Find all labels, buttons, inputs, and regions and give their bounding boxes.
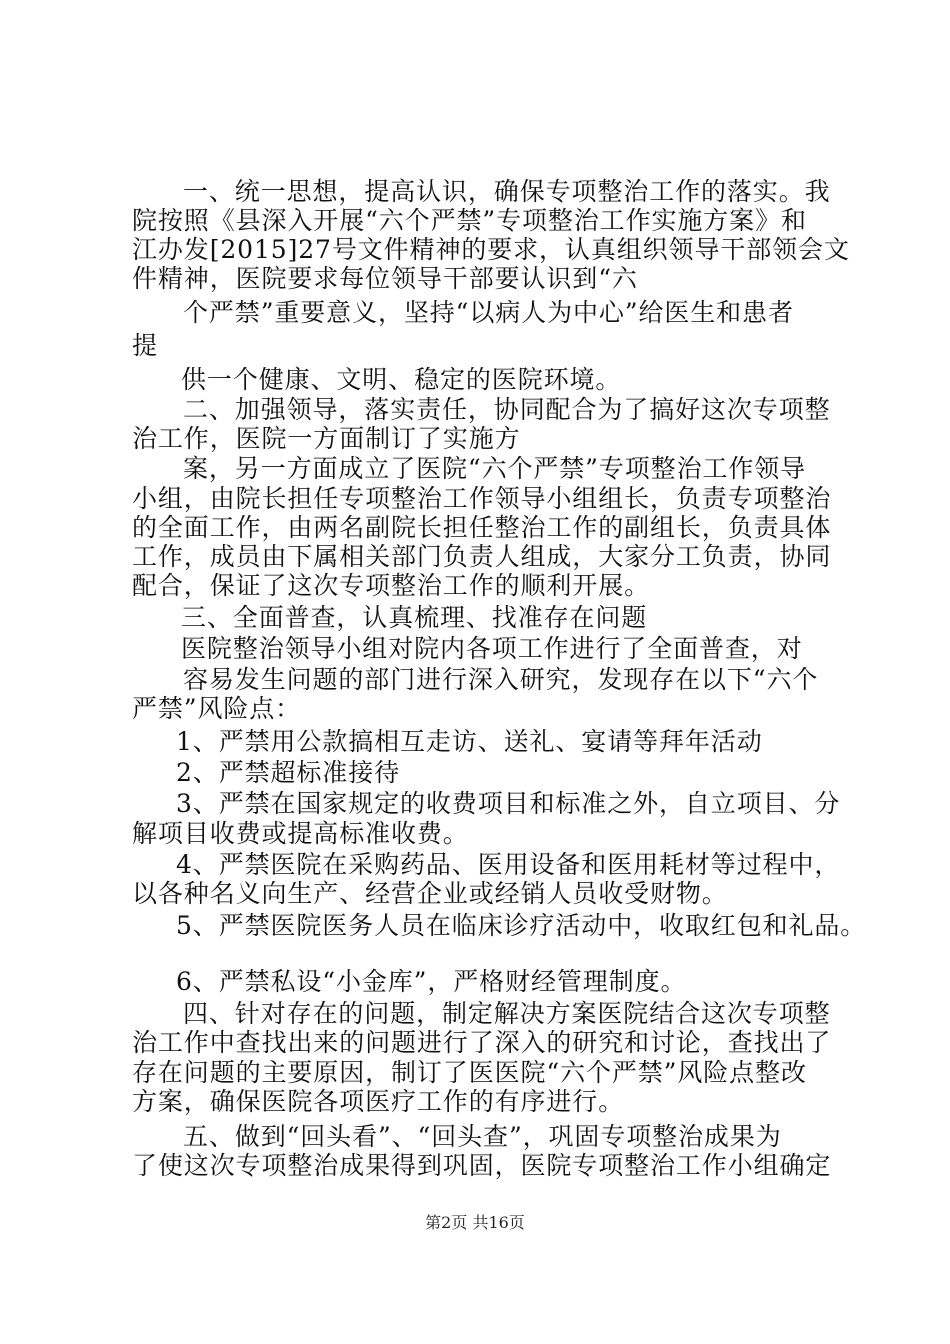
text-line: 供一个健康、文明、稳定的医院环境。 — [181, 365, 622, 394]
text-line: 严禁”风险点： — [132, 694, 302, 723]
text-line: 三、全面普查，认真梳理、找准存在问题 — [181, 603, 648, 632]
text-line: 4、严禁医院在采购药品、医用设备和医用耗材等过程中， — [176, 850, 841, 879]
text-line: 院按照《县深入开展“六个严禁”专项整治工作实施方案》和 — [132, 206, 807, 235]
page-number-footer: 第2页 共16页 — [425, 1213, 525, 1232]
text-line: 存在问题的主要原因，制订了医医院“六个严禁”风险点整改 — [132, 1058, 807, 1087]
text-line: 配合，保证了这次专项整治工作的顺利开展。 — [132, 571, 651, 600]
text-line: 方案，确保医院各项医疗工作的有序进行。 — [132, 1087, 625, 1116]
text-line: 四、针对存在的问题，制定解决方案医院结合这次专项整 — [183, 999, 831, 1028]
text-line: 医院整治领导小组对院内各项工作进行了全面普查，对 — [181, 634, 803, 663]
text-line: 五、做到“回头看”、“回头查”，巩固专项整治成果为 — [183, 1122, 782, 1151]
text-line: 小组，由院长担任专项整治工作领导小组组长，负责专项整治 — [132, 484, 832, 513]
text-line: 3、严禁在国家规定的收费项目和标准之外，自立项目、分 — [176, 789, 841, 818]
text-line: 个严禁”重要意义，坚持“以病人为中心”给医生和患者 — [183, 298, 794, 327]
text-line: 的全面工作，由两名副院长担任整治工作的副组长，负责具体 — [132, 513, 832, 542]
text-line: 6、严禁私设“小金库”，严格财经管理制度。 — [176, 967, 687, 996]
text-line: 一、统一思想，提高认识，确保专项整治工作的落实。我 — [183, 177, 831, 206]
text-line: 治工作，医院一方面制订了实施方 — [132, 424, 521, 453]
text-line: 工作，成员由下属相关部门负责人组成，大家分工负责，协同 — [132, 542, 832, 571]
text-line: 治工作中查找出来的问题进行了深入的研究和讨论，查找出了 — [132, 1028, 832, 1057]
text-line: 以各种名义向生产、经营企业或经销人员收受财物。 — [132, 879, 728, 908]
text-line: 二、加强领导，落实责任，协同配合为了搞好这次专项整 — [183, 395, 831, 424]
text-line: 1、严禁用公款搞相互走访、送礼、宴请等拜年活动 — [176, 727, 763, 756]
text-line: 件精神，医院要求每位领导干部要认识到“六 — [132, 264, 638, 293]
text-line: 2、严禁超标准接待 — [176, 758, 401, 787]
text-line: 5、严禁医院医务人员在临床诊疗活动中，收取红包和礼品。 — [176, 911, 867, 940]
text-line: 提 — [132, 331, 158, 360]
text-line: 了使这次专项整治成果得到巩固，医院专项整治工作小组确定 — [132, 1151, 832, 1180]
text-line: 江办发[2015]27号文件精神的要求，认真组织领导干部领会文 — [132, 235, 850, 264]
text-line: 解项目收费或提高标准收费。 — [132, 819, 469, 848]
text-line: 案，另一方面成立了医院“六个严禁”专项整治工作领导 — [183, 454, 807, 483]
text-line: 容易发生问题的部门进行深入研究，发现存在以下“六个 — [183, 665, 819, 694]
